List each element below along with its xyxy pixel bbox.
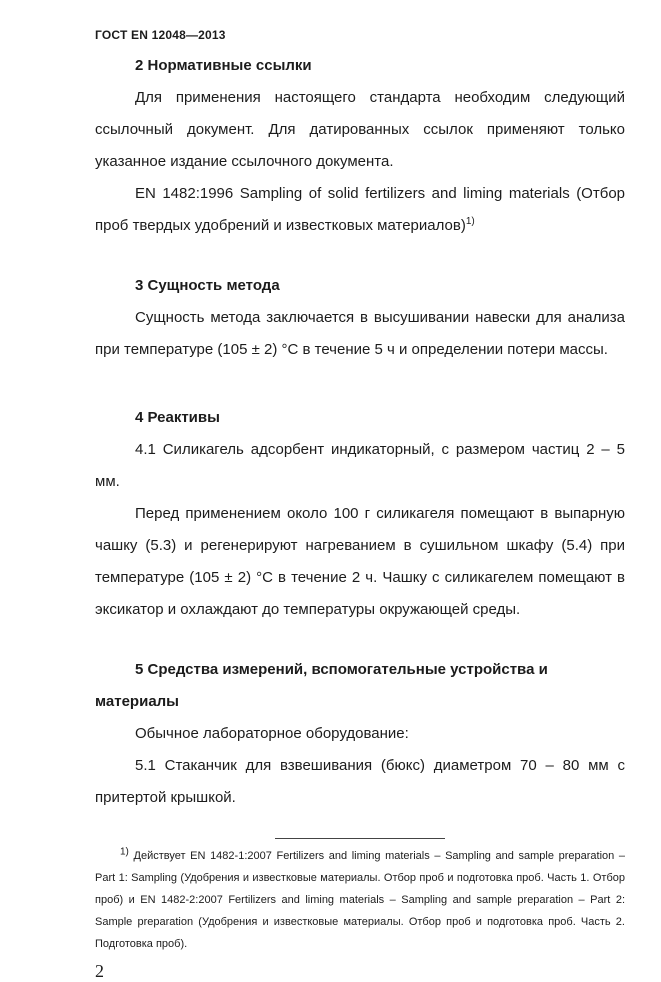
section-4-paragraph-2: Перед применением около 100 г силикагеля помещают в выпарную чашку (5.3) и регенерируют нагреванием в сушильном шкафу (5.4) при температуре (105 ± 2) °С в течение 2 ч. Чашку с силикагелем помещают в эксикатор и охлаждают до температуры окружающей среды.	[95, 505, 625, 618]
footnote-separator-line	[275, 838, 445, 839]
footnote-reference-mark: 1)	[465, 216, 475, 227]
page-number: 2	[95, 961, 104, 981]
section-5-heading: 5 Средства измерений, вспомогательные устройства и материалы	[95, 661, 548, 710]
footnote-number: 1)	[120, 846, 129, 858]
section-3-heading: 3 Сущность метода	[135, 277, 280, 294]
section-5-paragraph-2: 5.1 Стаканчик для взвешивания (бюкс) диаметром 70 – 80 мм с притертой крышкой.	[95, 757, 625, 806]
footnote	[95, 845, 625, 955]
document-header: ГОСТ EN 12048—2013	[95, 28, 226, 42]
section-2-paragraph-2	[95, 178, 625, 242]
section-5-paragraph-1: Обычное лабораторное оборудование:	[135, 725, 409, 742]
footnote-text: Действует EN 1482-1:2007 Fertilizers and liming materials – Sampling and sample preparation – Part 1: Sampling (Удобрения и известковые материалы. Отбор проб и подготовка проб. Часть 1. Отбор проб) и EN 1482-2:2007 Fertilizers and liming materials – Sampling and sample preparation – Part 2: Sample preparation (Удобрения и известковые материалы. Отбор проб и подготовка проб. Часть 2. Подготовка проб).	[95, 850, 625, 950]
section-4-heading: 4 Реактивы	[135, 409, 220, 426]
section-4-paragraph-1: 4.1 Силикагель адсорбент индикаторный, с размером частиц 2 – 5 мм.	[95, 441, 625, 490]
section-3-paragraph-1: Сущность метода заключается в высушивании навески для анализа при температуре (105 ± 2) °С в течение 5 ч и определении потери массы.	[95, 309, 625, 358]
section-2-heading: 2 Нормативные ссылки	[135, 57, 312, 74]
section-2-paragraph-1: Для применения настоящего стандарта необходим следующий ссылочный документ. Для датированных ссылок применяют только указанное издание ссылочного документа.	[95, 89, 625, 170]
section-2-paragraph-2-text: EN 1482:1996 Sampling of solid fertilizers and liming materials (Отбор проб твердых удобрений и известковых материалов)	[95, 185, 625, 234]
